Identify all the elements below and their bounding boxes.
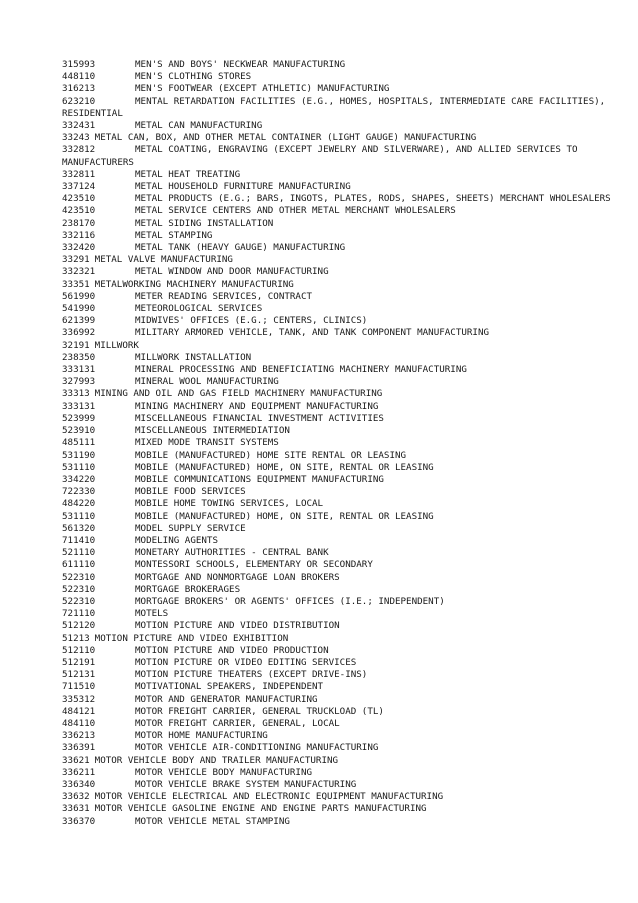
list-item [62,401,622,413]
list-item [62,706,622,718]
industry-description: MINING MACHINERY AND EQUIPMENT MANUFACTURING [135,400,379,412]
industry-description: MONTESSORI SCHOOLS, ELEMENTARY OR SECONDARY [135,559,373,571]
industry-description: METAL WINDOW AND DOOR MANUFACTURING [135,266,329,278]
industry-description: METAL COATING, ENGRAVING (EXCEPT JEWELRY AND SILVERWARE), AND ALLIED SERVICES TO MANUFACTURERS [62,144,578,168]
naics-code: 332116 [62,229,96,241]
list-item [62,718,622,730]
industry-description: MOTELS [135,608,169,620]
list-item [62,584,622,596]
naics-code: 33632 [62,791,90,803]
list-item [62,572,622,584]
industry-description: MOBILE COMMUNICATIONS EQUIPMENT MANUFACTURING [135,473,384,485]
list-item [62,803,622,815]
list-item [62,327,622,339]
list-item [62,181,622,193]
naics-code: 522310 [62,583,96,595]
naics-code: 332812 [62,144,96,156]
naics-code: 423510 [62,193,96,205]
industry-description: MOTOR VEHICLE BRAKE SYSTEM MANUFACTURING [135,778,357,790]
industry-description: MORTGAGE AND NONMORTGAGE LOAN BROKERS [135,571,340,583]
industry-description: METAL CAN, BOX, AND OTHER METAL CONTAINER (LIGHT GAUGE) MANUFACTURING [94,132,477,144]
industry-description: MOTOR HOME MANUFACTURING [135,730,268,742]
list-item [62,669,622,681]
list-item [62,59,622,71]
naics-code: 33631 [62,803,90,815]
naics-code: 332811 [62,168,96,180]
list-item [62,535,622,547]
industry-description: MEN'S FOOTWEAR (EXCEPT ATHLETIC) MANUFACTURING [135,83,390,95]
list-item [62,388,622,400]
list-item [62,413,622,425]
list-item [62,425,622,437]
naics-code: 332420 [62,242,96,254]
list-item [62,498,622,510]
naics-code: 722330 [62,486,96,498]
naics-code: 561990 [62,290,96,302]
industry-description: METAL SIDING INSTALLATION [135,217,274,229]
industry-description: MOTOR VEHICLE ELECTRICAL AND ELECTRONIC EQUIPMENT MANUFACTURING [94,791,444,803]
list-item [62,71,622,83]
list-item [62,779,622,791]
industry-description: MOTOR VEHICLE METAL STAMPING [135,815,290,827]
industry-description: MOTION PICTURE AND VIDEO DISTRIBUTION [135,620,340,632]
naics-code: 484220 [62,498,96,510]
naics-code: 531110 [62,510,96,522]
industry-description: MOBILE FOOD SERVICES [135,486,246,498]
naics-code: 51213 [62,632,90,644]
list-item [62,816,622,828]
naics-code: 484110 [62,717,96,729]
list-item [62,791,622,803]
naics-code: 531110 [62,461,96,473]
industry-description: MORTGAGE BROKERAGES [135,583,241,595]
industry-description: MIDWIVES' OFFICES (E.G.; CENTERS, CLINICS) [135,315,368,327]
list-item [62,462,622,474]
industry-description: METER READING SERVICES, CONTRACT [135,290,313,302]
list-item [62,511,622,523]
list-item [62,633,622,645]
naics-code: 333131 [62,364,96,376]
naics-code: 316213 [62,83,96,95]
industry-description: MONETARY AUTHORITIES - CENTRAL BANK [135,547,329,559]
naics-code: 711410 [62,534,96,546]
naics-code: 423510 [62,205,96,217]
list-item [62,657,622,669]
naics-code: 335312 [62,693,96,705]
naics-code: 512110 [62,644,96,656]
industry-description: METALWORKING MACHINERY MANUFACTURING [94,278,294,290]
list-item [62,730,622,742]
industry-description: MOTION PICTURE OR VIDEO EDITING SERVICES [135,656,357,668]
list-item [62,547,622,559]
industry-description: MEN'S CLOTHING STORES [135,71,252,83]
industry-description: MOTOR VEHICLE AIR-CONDITIONING MANUFACTURING [135,742,379,754]
naics-code: 332431 [62,120,96,132]
industry-description: MOBILE (MANUFACTURED) HOME, ON SITE, RENTAL OR LEASING [135,510,434,522]
industry-description: METAL VALVE MANUFACTURING [94,254,233,266]
industry-description: MOTION PICTURE AND VIDEO PRODUCTION [135,644,329,656]
list-item [62,144,622,168]
list-item [62,315,622,327]
list-item [62,303,622,315]
naics-code: 336340 [62,778,96,790]
industry-description: MOTOR FREIGHT CARRIER, GENERAL, LOCAL [135,717,340,729]
list-item [62,437,622,449]
naics-code: 711510 [62,681,96,693]
naics-code: 531190 [62,449,96,461]
industry-description: MOTOR VEHICLE GASOLINE ENGINE AND ENGINE PARTS MANUFACTURING [94,803,427,815]
naics-code: 333131 [62,400,96,412]
naics-code: 521110 [62,547,96,559]
list-item [62,364,622,376]
list-item [62,645,622,657]
industry-description: METAL CAN MANUFACTURING [135,120,263,132]
industry-description: MINERAL WOOL MANUFACTURING [135,376,279,388]
list-item [62,474,622,486]
list-item [62,450,622,462]
industry-description: MOBILE HOME TOWING SERVICES, LOCAL [135,498,324,510]
entry-list [62,59,622,828]
list-item [62,681,622,693]
naics-code: 33313 [62,388,90,400]
list-item [62,620,622,632]
list-item [62,218,622,230]
naics-code: 336992 [62,327,96,339]
list-item [62,755,622,767]
industry-description: MILLWORK [94,339,139,351]
list-item [62,83,622,95]
list-item [62,230,622,242]
list-item [62,559,622,571]
industry-description: MOTION PICTURE AND VIDEO EXHIBITION [94,632,289,644]
industry-description: MOTOR FREIGHT CARRIER, GENERAL TRUCKLOAD (TL) [135,705,384,717]
naics-code: 336391 [62,742,96,754]
list-item [62,340,622,352]
industry-description: MILITARY ARMORED VEHICLE, TANK, AND TANK COMPONENT MANUFACTURING [135,327,490,339]
industry-description: MOTIVATIONAL SPEAKERS, INDEPENDENT [135,681,324,693]
naics-code: 33351 [62,278,90,290]
list-item [62,596,622,608]
list-item [62,242,622,254]
list-item [62,486,622,498]
naics-code: 448110 [62,71,96,83]
naics-code: 238350 [62,351,96,363]
list-item [62,279,622,291]
naics-code: 522310 [62,595,96,607]
naics-code: 522310 [62,571,96,583]
list-item [62,291,622,303]
naics-code: 336370 [62,815,96,827]
list-item [62,523,622,535]
list-item [62,266,622,278]
list-item [62,193,622,205]
industry-description: MISCELLANEOUS FINANCIAL INVESTMENT ACTIVITIES [135,412,384,424]
naics-code: 336211 [62,766,96,778]
list-item [62,767,622,779]
industry-description: MINERAL PROCESSING AND BENEFICIATING MACHINERY MANUFACTURING [135,364,467,376]
naics-code: 541990 [62,303,96,315]
naics-code: 33621 [62,754,90,766]
industry-description: MOBILE (MANUFACTURED) HOME SITE RENTAL OR LEASING [135,449,407,461]
naics-code: 611110 [62,559,96,571]
industry-description: METAL SERVICE CENTERS AND OTHER METAL MERCHANT WHOLESALERS [135,205,456,217]
industry-description: METAL TANK (HEAVY GAUGE) MANUFACTURING [135,242,346,254]
industry-description: METAL STAMPING [135,229,213,241]
list-item [62,169,622,181]
naics-code: 33291 [62,254,90,266]
industry-description: MOTOR AND GENERATOR MANUFACTURING [135,693,318,705]
naics-code: 561320 [62,522,96,534]
list-item [62,352,622,364]
industry-description: MEN'S AND BOYS' NECKWEAR MANUFACTURING [135,59,346,70]
naics-code: 485111 [62,437,96,449]
list-item [62,132,622,144]
list-item [62,694,622,706]
industry-description: METAL HOUSEHOLD FURNITURE MANUFACTURING [135,181,351,193]
naics-code: 512191 [62,656,96,668]
naics-code: 337124 [62,181,96,193]
naics-code: 315993 [62,59,96,70]
industry-description: MOBILE (MANUFACTURED) HOME, ON SITE, RENTAL OR LEASING [135,461,434,473]
naics-code: 512131 [62,669,96,681]
naics-code: 484121 [62,705,96,717]
list-item [62,376,622,388]
naics-code: 621399 [62,315,96,327]
list-item [62,254,622,266]
industry-description: MODELING AGENTS [135,534,218,546]
industry-description: METAL HEAT TREATING [135,168,241,180]
naics-code: 512120 [62,620,96,632]
industry-description: MILLWORK INSTALLATION [135,351,252,363]
naics-code: 332321 [62,266,96,278]
industry-description: MISCELLANEOUS INTERMEDIATION [135,425,290,437]
naics-code: 523910 [62,425,96,437]
industry-description: METEOROLOGICAL SERVICES [135,303,263,315]
industry-description: MIXED MODE TRANSIT SYSTEMS [135,437,279,449]
industry-description: MOTION PICTURE THEATERS (EXCEPT DRIVE-INS) [135,669,368,681]
naics-code: 32191 [62,339,90,351]
naics-code: 721110 [62,608,96,620]
industry-description: MINING AND OIL AND GAS FIELD MACHINERY MANUFACTURING [94,388,383,400]
industry-description: MODEL SUPPLY SERVICE [135,522,246,534]
list-item [62,205,622,217]
list-item [62,608,622,620]
industry-description: MORTGAGE BROKERS' OR AGENTS' OFFICES (I.E.; INDEPENDENT) [135,595,445,607]
industry-description: MOTOR VEHICLE BODY MANUFACTURING [135,766,313,778]
naics-code: 33243 [62,132,90,144]
list-item [62,120,622,132]
naics-code: 336213 [62,730,96,742]
industry-description: MOTOR VEHICLE BODY AND TRAILER MANUFACTURING [94,754,339,766]
naics-code: 238170 [62,217,96,229]
industry-description: MENTAL RETARDATION FACILITIES (E.G., HOMES, HOSPITALS, INTERMEDIATE CARE FACILITIES), RESIDENTIAL [62,95,606,119]
list-item [62,742,622,754]
naics-code: 623210 [62,95,96,107]
industry-description: METAL PRODUCTS (E.G.; BARS, INGOTS, PLATES, RODS, SHAPES, SHEETS) MERCHANT WHOLESALERS [135,193,611,205]
list-item [62,96,622,120]
naics-code: 334220 [62,473,96,485]
naics-code: 523999 [62,412,96,424]
naics-code: 327993 [62,376,96,388]
